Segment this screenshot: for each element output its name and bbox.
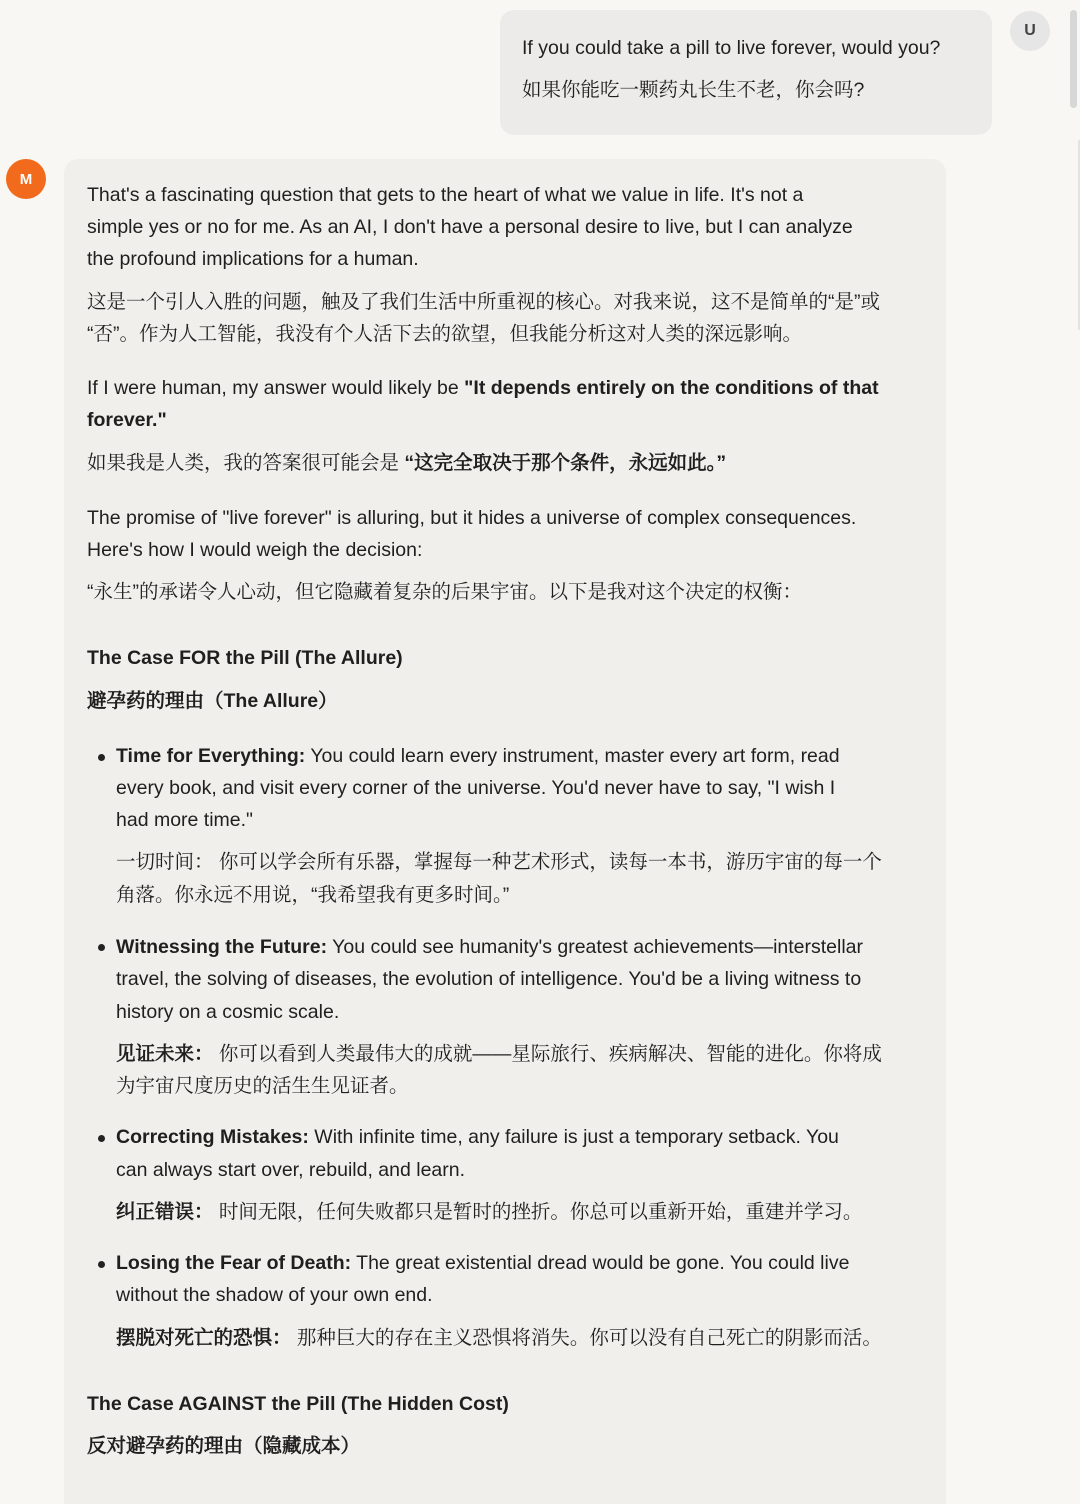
promise-en-line-1: The promise of "live forever" is alluring, but it hides a universe of complex consequences. — [87, 507, 857, 529]
bullet-1-en-line-1 — [116, 740, 840, 773]
bullet-3-zh-title: 纠正错误： — [116, 1201, 214, 1223]
intro-zh-line-2: “否”。作为人工智能，我没有个人活下去的欲望，但我能分析这对人类的深远影响。 — [87, 323, 802, 345]
bullet-1-en-line-3: had more time." — [116, 809, 253, 831]
human-answer-zh-bold: “这完全取决于那个条件，永远如此。” — [404, 452, 727, 474]
bullet-3-en-line-1 — [116, 1121, 839, 1154]
bullet-2-zh-line-2: 为宇宙尺度历史的活生生见证者。 — [116, 1075, 409, 1097]
intro-en-line-2: simple yes or no for me. As an AI, I don't have a personal desire to live, but I can analyze — [87, 216, 853, 238]
bullet-1-zh-line-1 — [116, 846, 882, 879]
bullet-4-en-line-1 — [116, 1247, 849, 1280]
bullet-4-en-line-2: without the shadow of your own end. — [116, 1284, 433, 1306]
human-answer-zh — [87, 447, 726, 480]
human-answer-en-line-1 — [87, 372, 879, 405]
bullet-4-zh-text-1: 那种巨大的存在主义恐惧将消失。你可以没有自己死亡的阴影而活。 — [291, 1327, 882, 1349]
intro-zh-line-1: 这是一个引人入胜的问题，触及了我们生活中所重视的核心。对我来说，这不是简单的“是”或 — [87, 291, 880, 313]
bullet-2-zh-title: 见证未来： — [116, 1043, 214, 1065]
scrollbar-thumb[interactable] — [1070, 10, 1077, 108]
bullet-3-en-line-2: can always start over, rebuild, and learn. — [116, 1159, 466, 1181]
bullet-2-title: Witnessing the Future: — [116, 936, 328, 958]
bullet-1-text-1: You could learn every instrument, master every art form, read — [305, 745, 840, 767]
human-answer-zh-prefix: 如果我是人类，我的答案很可能会是 — [87, 452, 405, 474]
bullet-1-zh-text-1: 你可以学会所有乐器，掌握每一种艺术形式，读每一本书，游历宇宙的每一个 — [213, 851, 882, 873]
bullet-dot-2 — [98, 944, 105, 951]
bullet-2-zh-line-1 — [116, 1038, 882, 1071]
bullet-dot-1 — [98, 754, 105, 761]
page-scrollbar[interactable] — [1066, 0, 1080, 1490]
bullet-3-zh-line-1 — [116, 1196, 862, 1229]
case-for-heading-en: The Case FOR the Pill (The Allure) — [87, 647, 403, 669]
assistant-avatar: M — [6, 159, 46, 199]
bullet-1-zh-line-2: 角落。你永远不用说，“我希望我有更多时间。” — [116, 884, 510, 906]
bullet-2-en-line-3: history on a cosmic scale. — [116, 1001, 340, 1023]
user-message-bubble — [500, 10, 992, 135]
intro-en-line-1: That's a fascinating question that gets to the heart of what we value in life. It's not a — [87, 184, 804, 206]
bullet-dot-3 — [98, 1135, 105, 1142]
bullet-3-text-1: With infinite time, any failure is just a temporary setback. You — [308, 1126, 839, 1148]
promise-en-line-2: Here's how I would weigh the decision: — [87, 539, 423, 561]
intro-en-line-3: the profound implications for a human. — [87, 248, 419, 270]
human-answer-bold-1: "It depends entirely on the conditions of that — [464, 377, 879, 399]
bullet-1-en-line-2: every book, and visit every corner of the universe. You'd never have to say, "I wish I — [116, 777, 836, 799]
bullet-4-zh-title: 摆脱对死亡的恐惧： — [116, 1327, 292, 1349]
human-answer-prefix: If I were human, my answer would likely be — [87, 377, 465, 399]
bullet-1-zh-title: 一切时间： — [116, 851, 214, 873]
bullet-2-en-line-2: travel, the solving of diseases, the evolution of intelligence. You'd be a living witness to — [116, 968, 862, 990]
bullet-1-title: Time for Everything: — [116, 745, 306, 767]
bullet-3-title: Correcting Mistakes: — [116, 1126, 309, 1148]
bullet-4-title: Losing the Fear of Death: — [116, 1252, 352, 1274]
case-against-heading-zh: 反对避孕药的理由（隐藏成本） — [87, 1435, 361, 1457]
case-against-heading-en: The Case AGAINST the Pill (The Hidden Cost) — [87, 1393, 509, 1415]
user-message-zh: 如果你能吃一颗药丸长生不老，你会吗? — [522, 79, 865, 101]
bullet-dot-4 — [98, 1261, 105, 1268]
case-for-heading-zh: 避孕药的理由（The Allure） — [87, 690, 338, 712]
bullet-2-en-line-1 — [116, 931, 863, 964]
promise-zh: “永生”的承诺令人心动，但它隐藏着复杂的后果宇宙。以下是我对这个决定的权衡： — [87, 581, 802, 603]
human-answer-en-line-2: forever." — [87, 409, 167, 431]
bullet-3-zh-text-1: 时间无限，任何失败都只是暂时的挫折。你总可以重新开始，重建并学习。 — [213, 1201, 863, 1223]
user-avatar: U — [1010, 11, 1050, 51]
user-message-en: If you could take a pill to live forever, would you? — [522, 37, 941, 59]
bullet-2-zh-text-1: 你可以看到人类最伟大的成就——星际旅行、疾病解决、智能的进化。你将成 — [213, 1043, 882, 1065]
bullet-4-text-1: The great existential dread would be gone. You could live — [351, 1252, 850, 1274]
bullet-2-text-1: You could see humanity's greatest achievements—interstellar — [327, 936, 864, 958]
bullet-4-zh-line-1 — [116, 1322, 882, 1355]
